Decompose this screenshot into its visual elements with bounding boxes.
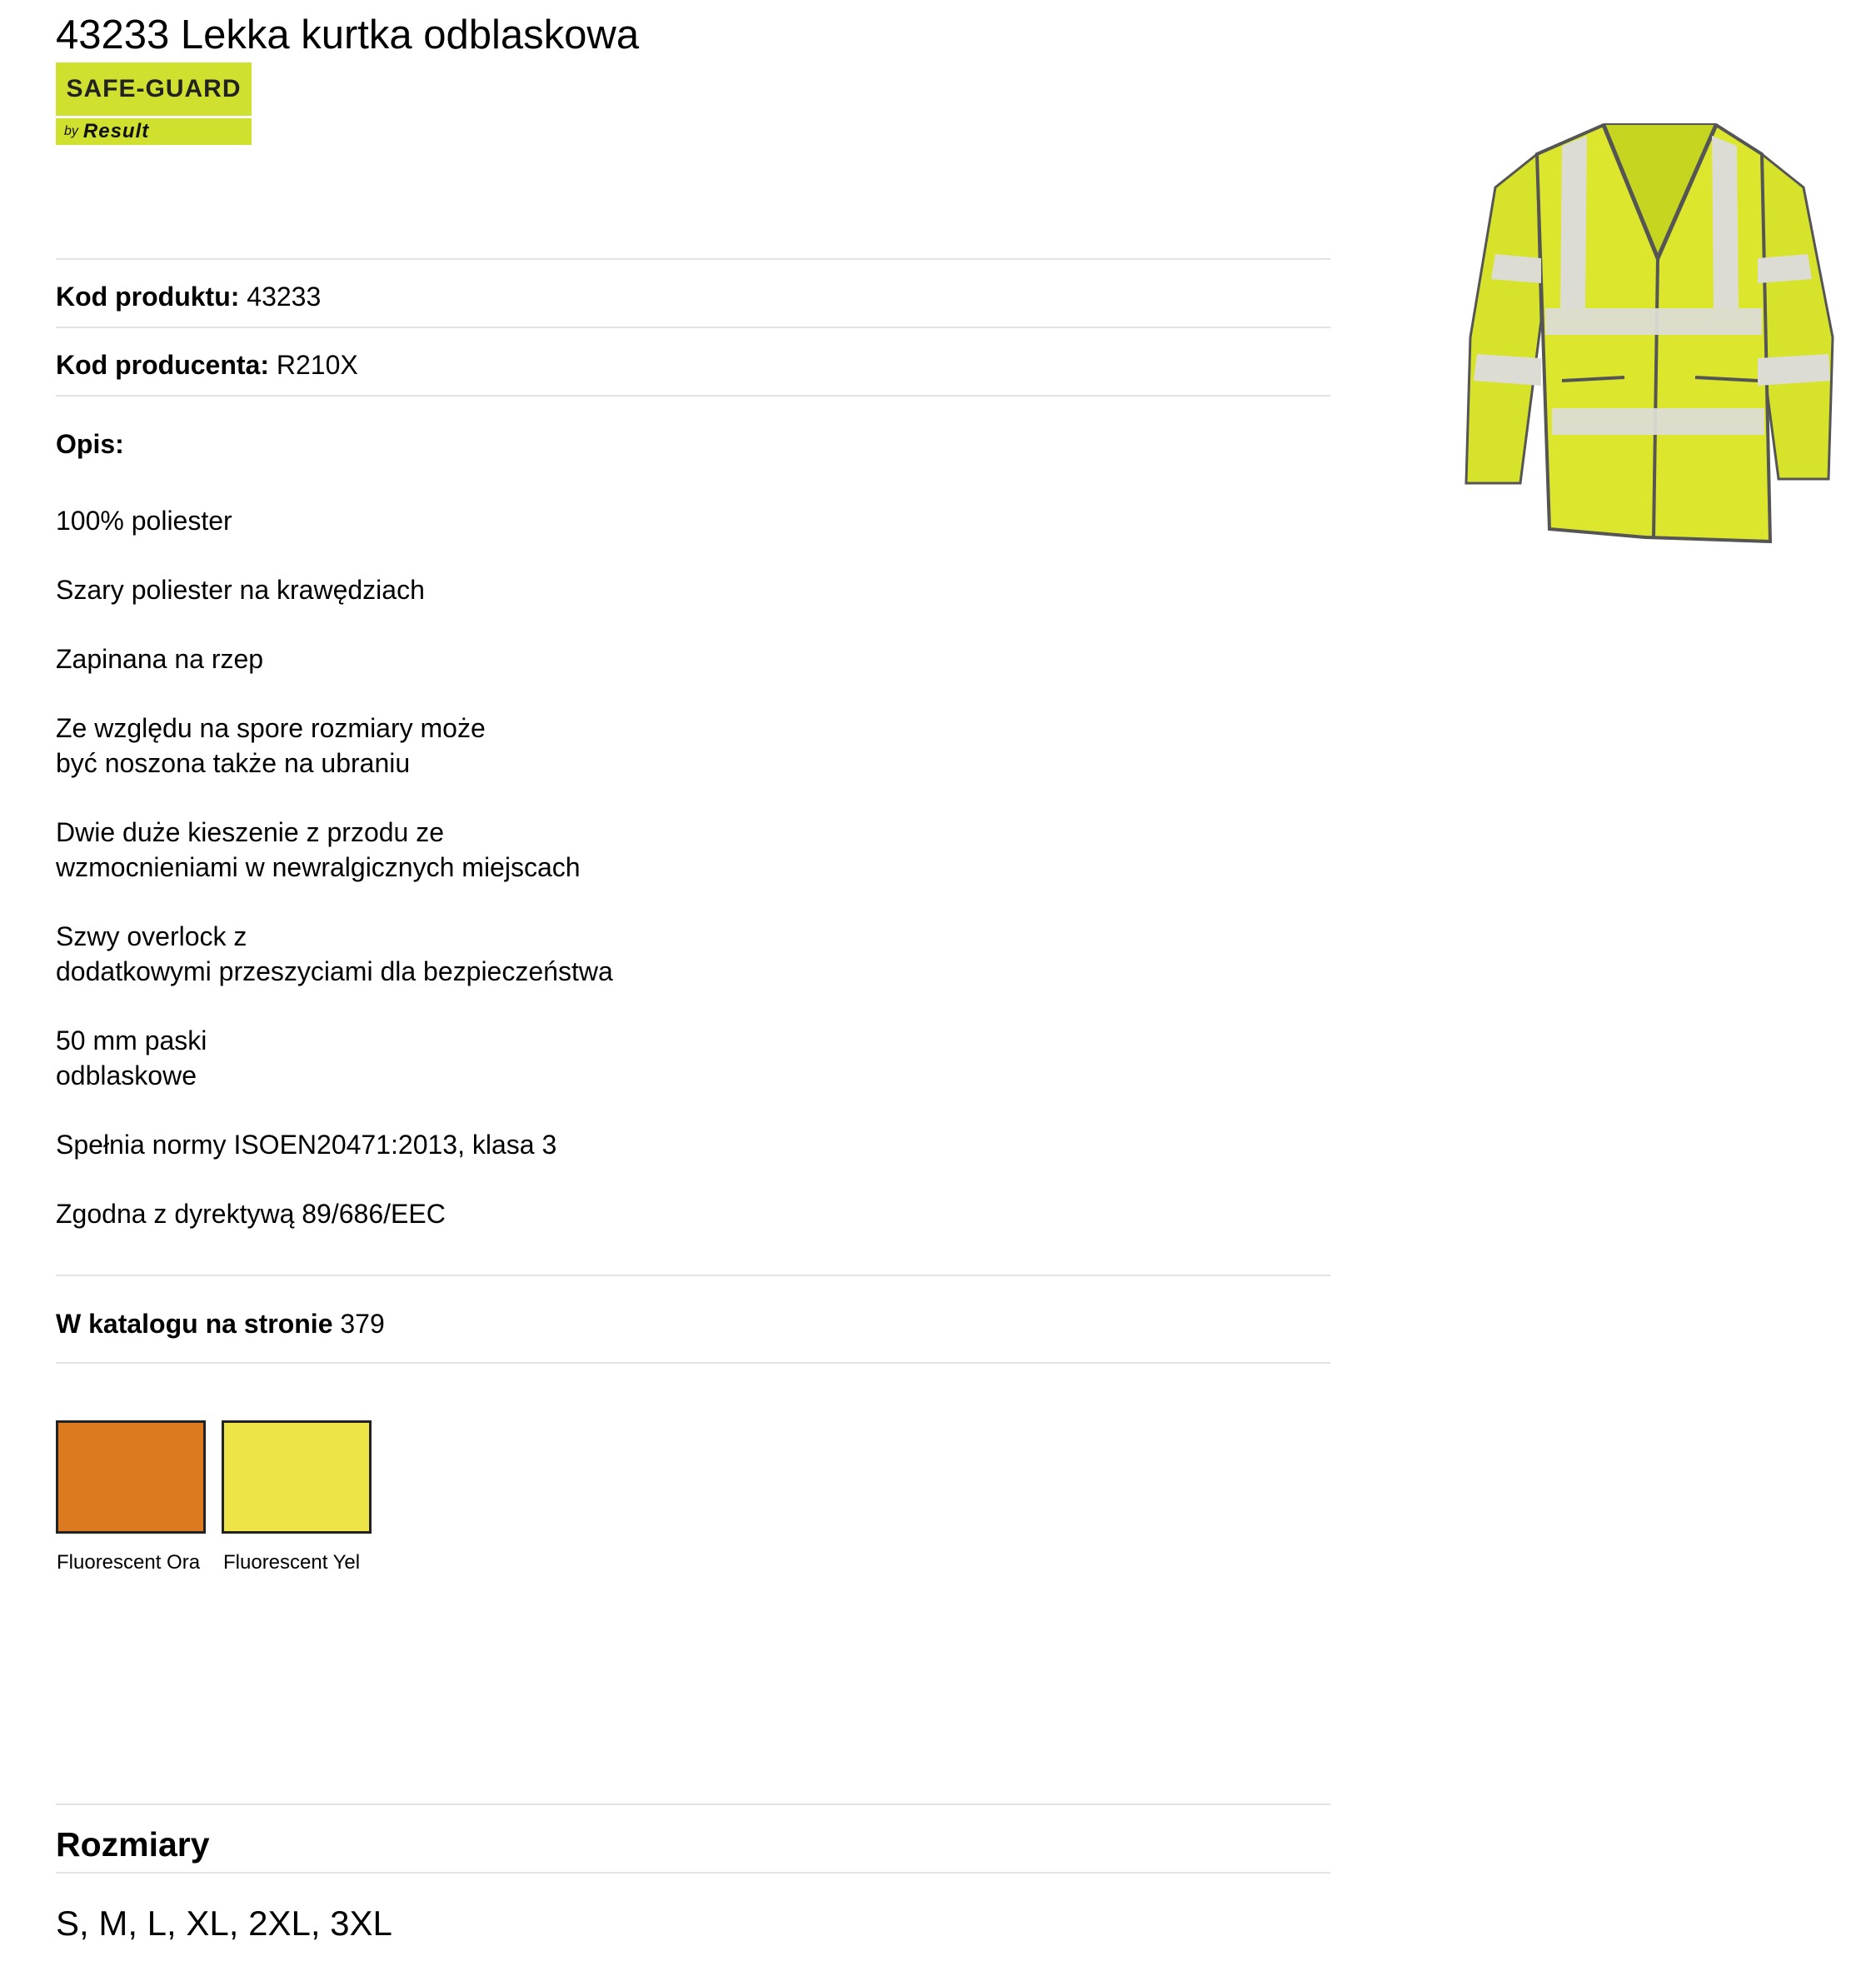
logo-safeguard: SAFE-GUARD [56,62,252,116]
catalog-value: 379 [340,1309,385,1339]
product-code-label: Kod produktu: [56,282,240,312]
color-label: Fluorescent Yel [223,1551,361,1574]
divider [56,395,1330,397]
producer-code-label: Kod producenta: [56,350,269,380]
description-item: Spełnia normy ISOEN20471:2013, klasa 3 [56,1130,557,1160]
product-code-value: 43233 [247,282,322,312]
divider [56,1872,1330,1874]
description-item: Zgodna z dyrektywą 89/686/EEC [56,1199,446,1229]
product-code [56,281,321,312]
divider [56,1804,1330,1805]
catalog-label: W katalogu na stronie [56,1309,333,1339]
description-list [56,503,1222,1265]
logo-name: Result [82,120,150,142]
description-item: 50 mm paski odblaskowe [56,1025,207,1090]
divider [56,327,1330,328]
producer-code-value: R210X [276,350,358,380]
description-item: Szwy overlock z dodatkowymi przeszyciami dla bezpieczeństwa [56,921,613,986]
description-item: Dwie duże kieszenie z przodu ze wzmocnieniami w newralgicznych miejscach [56,817,581,882]
catalog-page [56,1308,385,1340]
description-item: Szary poliester na krawędziach [56,575,425,605]
logo-result [56,118,252,145]
producer-code [56,349,358,381]
page-title: 43233 Lekka kurtka odblaskowa [56,12,640,57]
divider [56,1362,1330,1364]
color-swatch-orange[interactable] [56,1420,206,1534]
description-label: Opis: [56,429,124,459]
sizes-heading: Rozmiary [56,1825,210,1864]
brand-logo [56,62,252,145]
divider [56,1275,1330,1276]
product-image-jacket [1462,121,1837,550]
logo-by: by [64,124,78,138]
color-label: Fluorescent Ora [57,1551,201,1574]
description-item: Zapinana na rzep [56,644,264,674]
description-item: Ze względu na spore rozmiary może być noszona także na ubraniu [56,713,486,778]
divider [56,258,1330,260]
description-item: 100% poliester [56,506,232,536]
color-swatch-yellow[interactable] [222,1420,372,1534]
sizes-list: S, M, L, XL, 2XL, 3XL [56,1904,392,1943]
